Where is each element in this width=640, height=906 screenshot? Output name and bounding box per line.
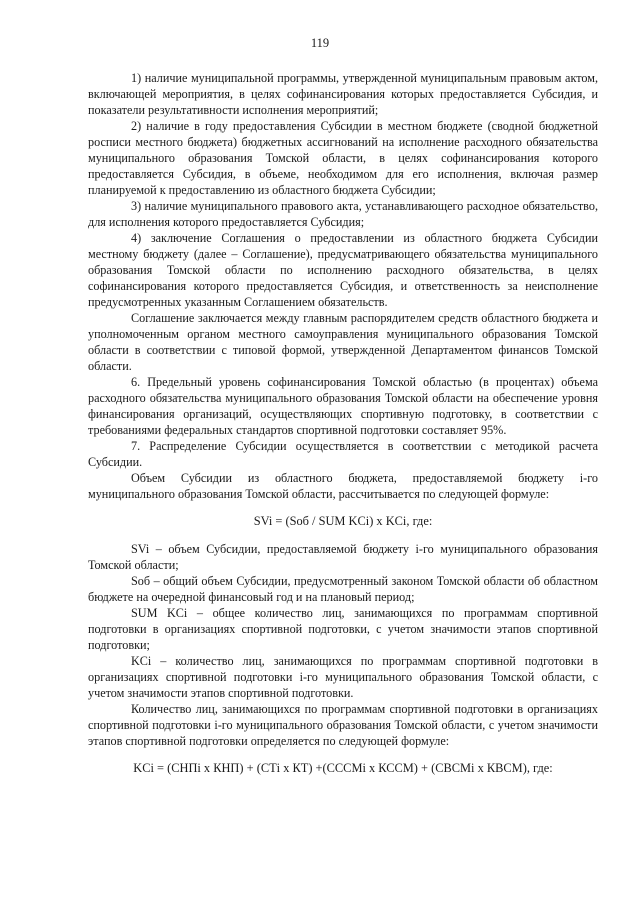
paragraph-section-6: 6. Предельный уровень софинансирования Томской областью (в процентах) объема расходного обязательства муниципального образования Томской области на обеспечение уровня финансирования организаций, осуществляющих спортивную подготовку, в соответствии с требованиями федеральных стандартов спортивной подготовки составляет 95%. [88,375,598,437]
definition-sob: Sоб – общий объем Субсидии, предусмотренный законом Томской области об областном бюджете на очередной финансовый год и на плановый период; [88,574,598,604]
paragraph-kci-formula-intro: Количество лиц, занимающихся по программам спортивной подготовки в организациях спортивной подготовки i-го муниципального образования Томской области, с учетом значимости этапов спортивной подготовки определяется по следующей формуле: [88,702,598,748]
definition-sum-kci: SUM KCi – общее количество лиц, занимающихся по программам спортивной подготовки в организациях спортивной подготовки, с учетом значимости этапов спортивной подготовки; [88,606,598,652]
paragraph-item-1: 1) наличие муниципальной программы, утвержденной муниципальным правовым актом, включающей мероприятия, в целях софинансирования которых предоставляется Субсидия, и показатели результативности исполнения мероприятий; [88,71,598,117]
formula-kci: KCi = (СНПi x КНП) + (СТi x КТ) +(СССМi x КССМ) + (СВСМi x КВСМ), где: [133,761,553,775]
definition-kci: KCi – количество лиц, занимающихся по программам спортивной подготовки в организациях спортивной подготовки i-го муниципального образования Томской области, с учетом значимости этапов спортивной подготовки. [88,654,598,700]
paragraph-item-3: 3) наличие муниципального правового акта, устанавливающего расходное обязательство, для исполнения которого предоставляется Субсидия; [88,199,598,229]
definition-svi: SVi – объем Субсидии, предоставляемой бюджету i-го муниципального образования Томской области; [88,542,598,572]
formula-subsidy: SVi = (Sоб / SUM KCi) x KCi, где: [253,514,433,528]
paragraph-section-7: 7. Распределение Субсидии осуществляется в соответствии с методикой расчета Субсидии. [88,439,598,469]
paragraph-item-4: 4) заключение Соглашения о предоставлении из областного бюджета Субсидии местному бюджету (далее – Соглашение), предусматривающего обязательства муниципального образования Томской области по исполнению расходного обязательства, в целях софинансирования которого предоставляется Субсидия, и ответственность за неисполнение предусмотренных указанным Соглашением обязательств. [88,231,598,309]
paragraph-agreement: Соглашение заключается между главным распорядителем средств областного бюджета и уполномоченным органом местного самоуправления муниципального образования Томской области в соответствии с типовой формой, утвержденной Департаментом финансов Томской области. [88,311,598,373]
paragraph-subsidy-volume: Объем Субсидии из областного бюджета, предоставляемой бюджету i-го муниципального образования Томской области, рассчитывается по следующей формуле: [88,471,598,501]
document-body [88,70,598,788]
page-number: 119 [310,36,330,50]
paragraph-item-2: 2) наличие в году предоставления Субсидии в местном бюджете (сводной бюджетной росписи местного бюджета) бюджетных ассигнований на исполнение расходного обязательства муниципального образования Томской области, в целях софинансирования которого предоставляется Субсидия, в объеме, необходимом для его исполнения, включая размер планируемой к предоставлению из областного бюджета Субсидии; [88,119,598,197]
